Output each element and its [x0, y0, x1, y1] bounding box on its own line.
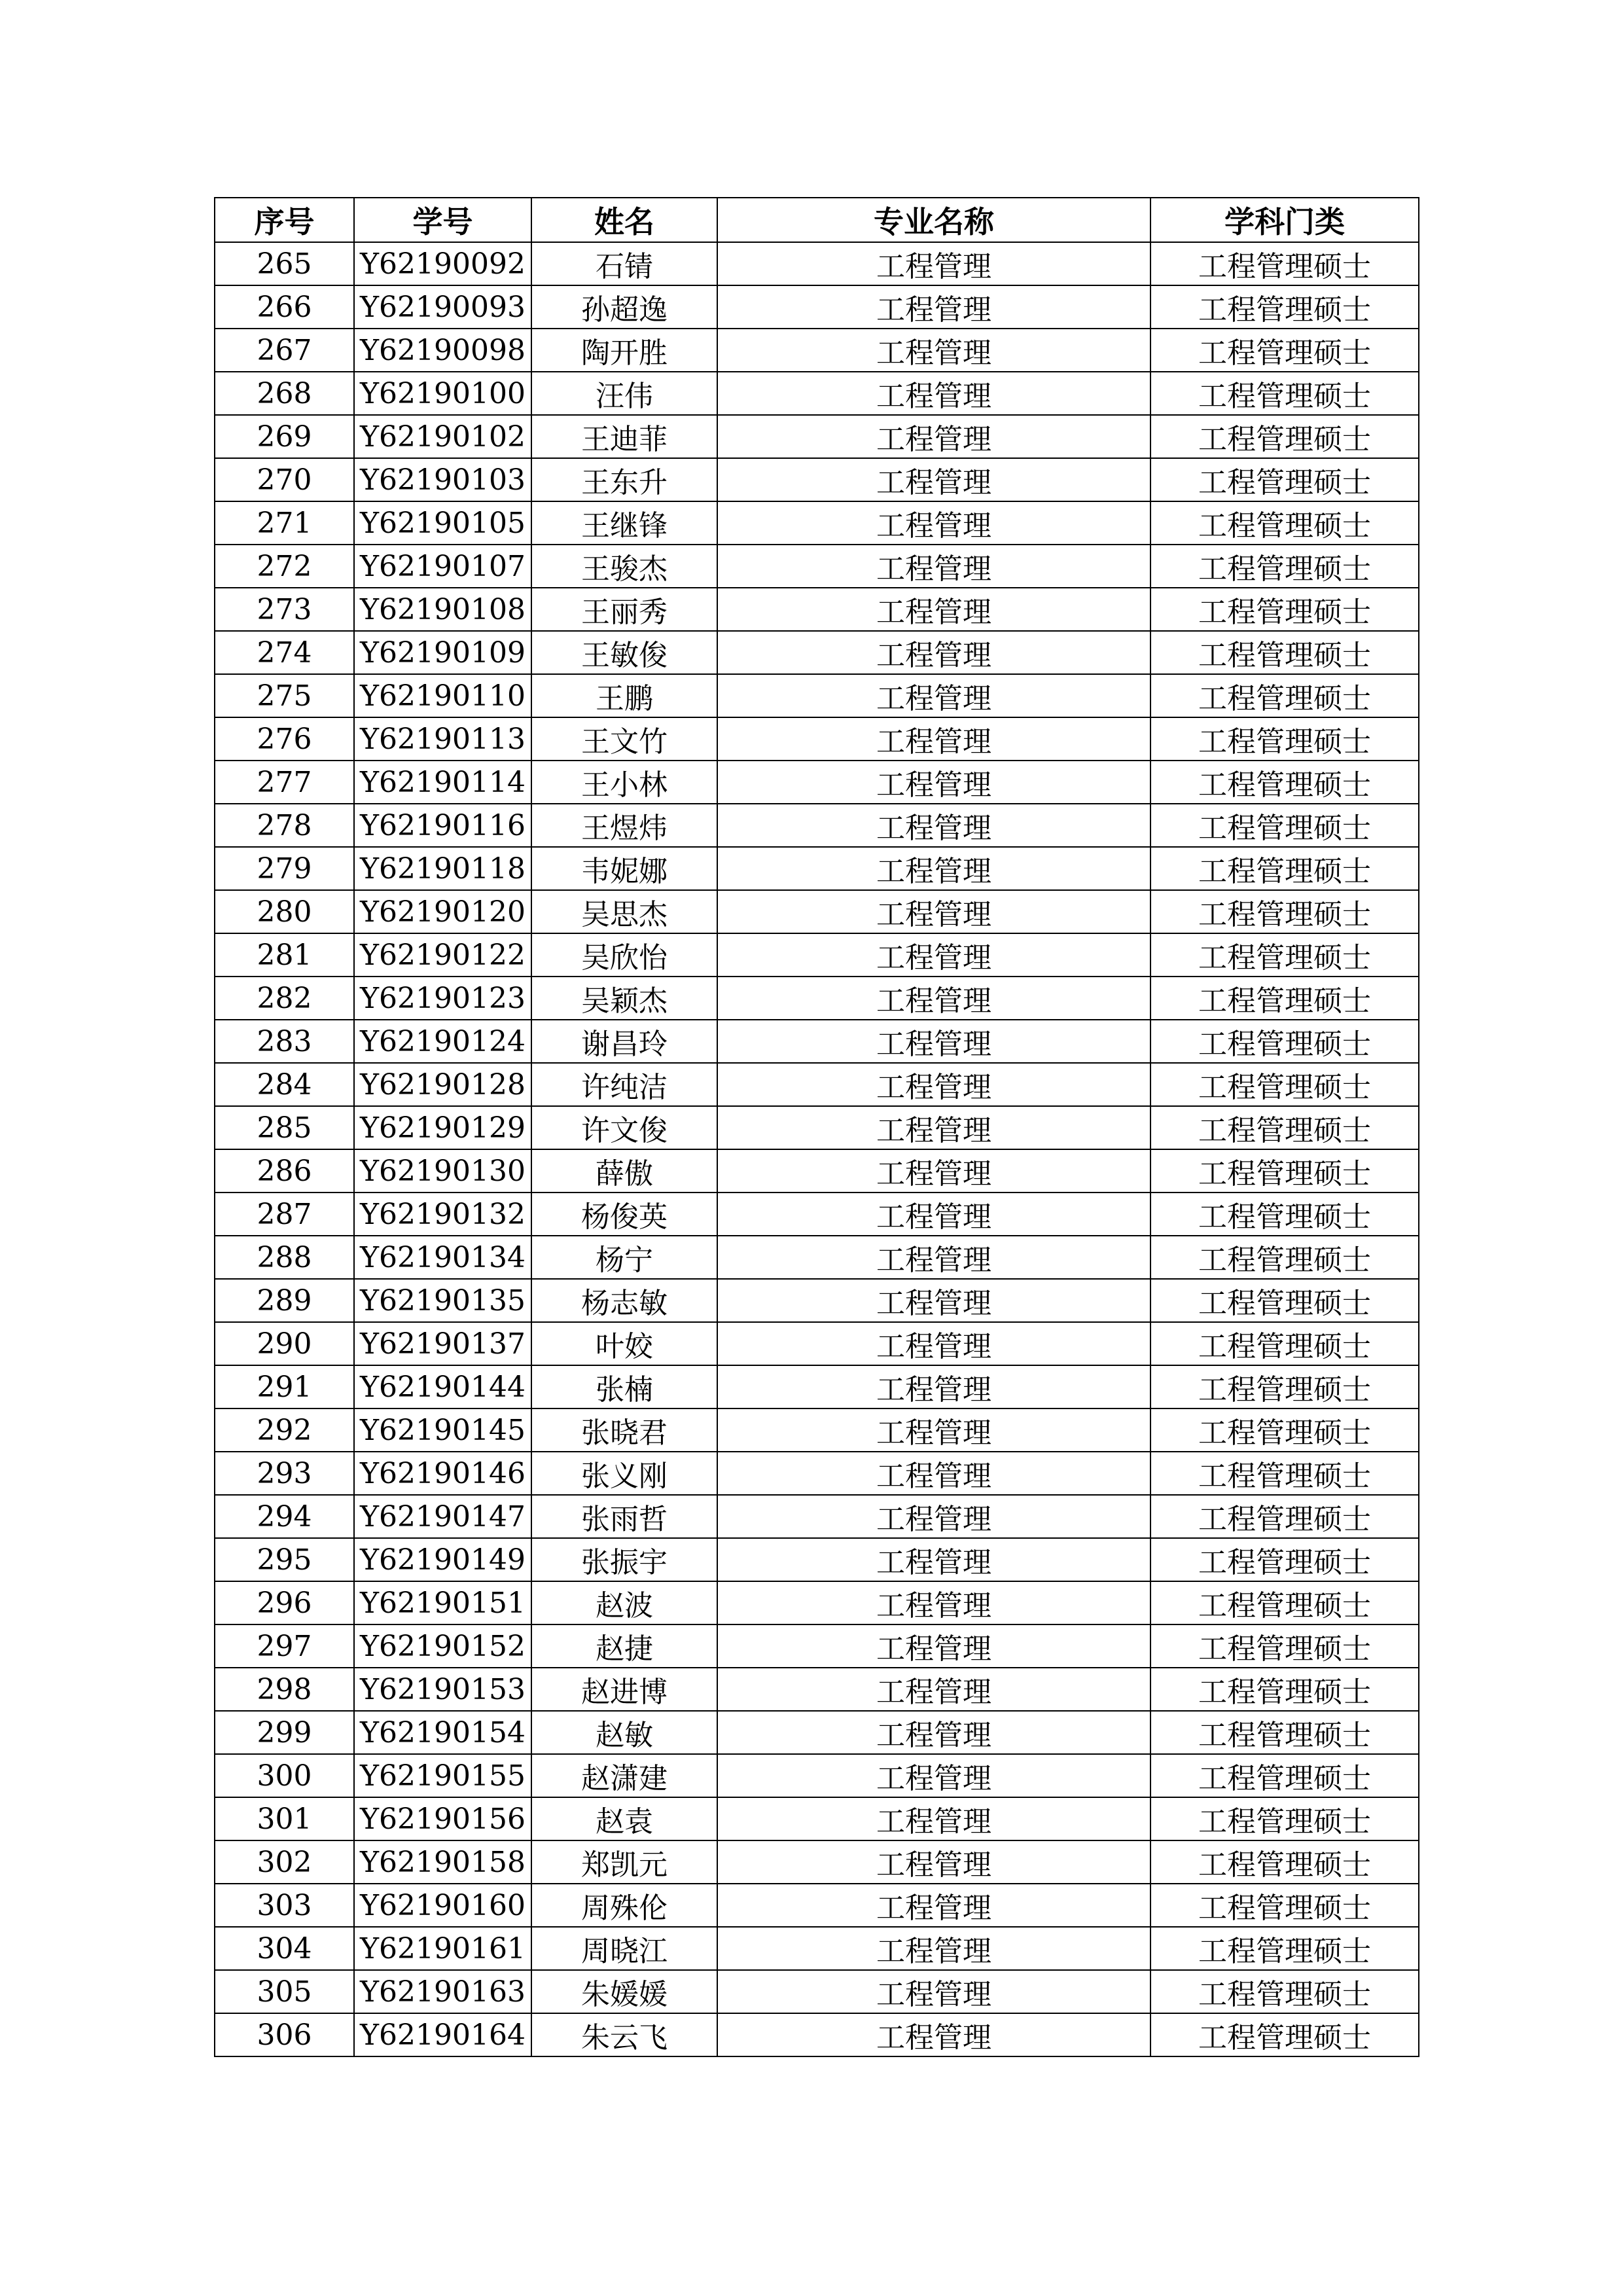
cell-name: 张振宇 [531, 1538, 717, 1581]
cell-student-id: Y62190124 [354, 1020, 531, 1063]
cell-name: 郑凯元 [531, 1840, 717, 1884]
cell-discipline: 工程管理硕士 [1150, 1668, 1419, 1711]
cell-major: 工程管理 [717, 1452, 1150, 1495]
cell-discipline: 工程管理硕士 [1150, 761, 1419, 804]
cell-index: 268 [215, 372, 354, 415]
cell-student-id: Y62190129 [354, 1106, 531, 1149]
cell-index: 293 [215, 1452, 354, 1495]
cell-major: 工程管理 [717, 1927, 1150, 1970]
cell-student-id: Y62190132 [354, 1193, 531, 1236]
table-row [215, 2013, 1419, 2056]
cell-student-id: Y62190109 [354, 631, 531, 674]
cell-student-id: Y62190098 [354, 329, 531, 372]
table-row [215, 242, 1419, 285]
table-row [215, 1063, 1419, 1106]
cell-name: 朱云飞 [531, 2013, 717, 2056]
cell-discipline: 工程管理硕士 [1150, 977, 1419, 1020]
cell-name: 赵袁 [531, 1797, 717, 1840]
cell-discipline: 工程管理硕士 [1150, 1452, 1419, 1495]
table-row [215, 1538, 1419, 1581]
cell-index: 270 [215, 458, 354, 501]
table-row [215, 1581, 1419, 1624]
table-row [215, 1365, 1419, 1408]
cell-discipline: 工程管理硕士 [1150, 631, 1419, 674]
table-row [215, 1236, 1419, 1279]
table-row [215, 1927, 1419, 1970]
table-row [215, 1970, 1419, 2013]
cell-index: 305 [215, 1970, 354, 2013]
cell-major: 工程管理 [717, 285, 1150, 329]
cell-student-id: Y62190108 [354, 588, 531, 631]
cell-discipline: 工程管理硕士 [1150, 545, 1419, 588]
cell-student-id: Y62190144 [354, 1365, 531, 1408]
cell-index: 306 [215, 2013, 354, 2056]
table-row [215, 1020, 1419, 1063]
cell-name: 杨俊英 [531, 1193, 717, 1236]
table-row [215, 1754, 1419, 1797]
cell-discipline: 工程管理硕士 [1150, 2013, 1419, 2056]
cell-major: 工程管理 [717, 1538, 1150, 1581]
cell-student-id: Y62190137 [354, 1322, 531, 1365]
cell-major: 工程管理 [717, 242, 1150, 285]
cell-name: 孙超逸 [531, 285, 717, 329]
cell-discipline: 工程管理硕士 [1150, 242, 1419, 285]
cell-name: 王骏杰 [531, 545, 717, 588]
cell-major: 工程管理 [717, 1970, 1150, 2013]
cell-discipline: 工程管理硕士 [1150, 1279, 1419, 1322]
cell-name: 谢昌玲 [531, 1020, 717, 1063]
cell-discipline: 工程管理硕士 [1150, 804, 1419, 847]
table-row [215, 329, 1419, 372]
cell-discipline: 工程管理硕士 [1150, 890, 1419, 933]
cell-discipline: 工程管理硕士 [1150, 1797, 1419, 1840]
cell-index: 284 [215, 1063, 354, 1106]
cell-discipline: 工程管理硕士 [1150, 1624, 1419, 1668]
table-row [215, 1408, 1419, 1452]
cell-student-id: Y62190122 [354, 933, 531, 977]
cell-student-id: Y62190110 [354, 674, 531, 717]
cell-index: 276 [215, 717, 354, 761]
cell-major: 工程管理 [717, 1754, 1150, 1797]
cell-student-id: Y62190102 [354, 415, 531, 458]
cell-major: 工程管理 [717, 1279, 1150, 1322]
cell-student-id: Y62190113 [354, 717, 531, 761]
cell-discipline: 工程管理硕士 [1150, 1408, 1419, 1452]
cell-name: 杨宁 [531, 1236, 717, 1279]
cell-student-id: Y62190103 [354, 458, 531, 501]
cell-index: 281 [215, 933, 354, 977]
cell-major: 工程管理 [717, 933, 1150, 977]
cell-index: 301 [215, 1797, 354, 1840]
table-row [215, 415, 1419, 458]
cell-student-id: Y62190093 [354, 285, 531, 329]
cell-major: 工程管理 [717, 545, 1150, 588]
cell-major: 工程管理 [717, 1236, 1150, 1279]
cell-name: 王继锋 [531, 501, 717, 545]
cell-discipline: 工程管理硕士 [1150, 458, 1419, 501]
cell-name: 王文竹 [531, 717, 717, 761]
cell-index: 289 [215, 1279, 354, 1322]
table-row [215, 1624, 1419, 1668]
cell-name: 王迪菲 [531, 415, 717, 458]
cell-name: 许文俊 [531, 1106, 717, 1149]
cell-index: 292 [215, 1408, 354, 1452]
cell-discipline: 工程管理硕士 [1150, 1236, 1419, 1279]
cell-student-id: Y62190116 [354, 804, 531, 847]
cell-index: 278 [215, 804, 354, 847]
cell-index: 304 [215, 1927, 354, 1970]
cell-discipline: 工程管理硕士 [1150, 1970, 1419, 2013]
cell-index: 269 [215, 415, 354, 458]
cell-name: 周晓江 [531, 1927, 717, 1970]
cell-index: 286 [215, 1149, 354, 1193]
cell-major: 工程管理 [717, 415, 1150, 458]
cell-discipline: 工程管理硕士 [1150, 1711, 1419, 1754]
cell-discipline: 工程管理硕士 [1150, 1020, 1419, 1063]
table-row [215, 1884, 1419, 1927]
cell-student-id: Y62190161 [354, 1927, 531, 1970]
cell-index: 295 [215, 1538, 354, 1581]
table-row [215, 847, 1419, 890]
cell-major: 工程管理 [717, 458, 1150, 501]
table-header-row [215, 198, 1419, 242]
cell-index: 287 [215, 1193, 354, 1236]
cell-index: 298 [215, 1668, 354, 1711]
table-row [215, 588, 1419, 631]
table-row [215, 372, 1419, 415]
cell-discipline: 工程管理硕士 [1150, 1884, 1419, 1927]
cell-major: 工程管理 [717, 588, 1150, 631]
cell-index: 303 [215, 1884, 354, 1927]
cell-index: 274 [215, 631, 354, 674]
cell-student-id: Y62190135 [354, 1279, 531, 1322]
cell-name: 王煜炜 [531, 804, 717, 847]
cell-student-id: Y62190154 [354, 1711, 531, 1754]
table-row [215, 674, 1419, 717]
cell-major: 工程管理 [717, 1193, 1150, 1236]
cell-discipline: 工程管理硕士 [1150, 1538, 1419, 1581]
cell-student-id: Y62190123 [354, 977, 531, 1020]
cell-major: 工程管理 [717, 804, 1150, 847]
cell-major: 工程管理 [717, 674, 1150, 717]
cell-student-id: Y62190120 [354, 890, 531, 933]
table-row [215, 977, 1419, 1020]
table-row [215, 1106, 1419, 1149]
cell-discipline: 工程管理硕士 [1150, 1840, 1419, 1884]
cell-name: 张雨哲 [531, 1495, 717, 1538]
cell-major: 工程管理 [717, 1624, 1150, 1668]
cell-student-id: Y62190092 [354, 242, 531, 285]
cell-student-id: Y62190164 [354, 2013, 531, 2056]
cell-student-id: Y62190114 [354, 761, 531, 804]
table-row [215, 1193, 1419, 1236]
cell-index: 273 [215, 588, 354, 631]
cell-major: 工程管理 [717, 2013, 1150, 2056]
cell-index: 302 [215, 1840, 354, 1884]
table-row [215, 804, 1419, 847]
cell-student-id: Y62190149 [354, 1538, 531, 1581]
cell-name: 赵波 [531, 1581, 717, 1624]
header-name: 姓名 [531, 198, 717, 242]
cell-index: 294 [215, 1495, 354, 1538]
cell-discipline: 工程管理硕士 [1150, 717, 1419, 761]
cell-name: 张晓君 [531, 1408, 717, 1452]
cell-index: 267 [215, 329, 354, 372]
cell-name: 朱媛媛 [531, 1970, 717, 2013]
cell-major: 工程管理 [717, 1884, 1150, 1927]
cell-name: 薛傲 [531, 1149, 717, 1193]
cell-major: 工程管理 [717, 717, 1150, 761]
cell-name: 赵潇建 [531, 1754, 717, 1797]
cell-index: 266 [215, 285, 354, 329]
table-body [215, 242, 1419, 2056]
cell-index: 282 [215, 977, 354, 1020]
cell-discipline: 工程管理硕士 [1150, 588, 1419, 631]
cell-name: 韦妮娜 [531, 847, 717, 890]
table-row [215, 1322, 1419, 1365]
cell-index: 296 [215, 1581, 354, 1624]
cell-major: 工程管理 [717, 329, 1150, 372]
cell-major: 工程管理 [717, 1797, 1150, 1840]
table-row [215, 1840, 1419, 1884]
cell-major: 工程管理 [717, 1495, 1150, 1538]
cell-discipline: 工程管理硕士 [1150, 1063, 1419, 1106]
table-row [215, 501, 1419, 545]
cell-discipline: 工程管理硕士 [1150, 1754, 1419, 1797]
cell-discipline: 工程管理硕士 [1150, 1581, 1419, 1624]
table-row [215, 1711, 1419, 1754]
cell-index: 280 [215, 890, 354, 933]
cell-major: 工程管理 [717, 1581, 1150, 1624]
cell-name: 吴欣怡 [531, 933, 717, 977]
table-row [215, 631, 1419, 674]
cell-student-id: Y62190105 [354, 501, 531, 545]
cell-major: 工程管理 [717, 1106, 1150, 1149]
cell-discipline: 工程管理硕士 [1150, 1193, 1419, 1236]
header-index: 序号 [215, 198, 354, 242]
header-discipline: 学科门类 [1150, 198, 1419, 242]
cell-major: 工程管理 [717, 1322, 1150, 1365]
cell-major: 工程管理 [717, 1668, 1150, 1711]
table-row [215, 717, 1419, 761]
cell-student-id: Y62190145 [354, 1408, 531, 1452]
cell-discipline: 工程管理硕士 [1150, 1106, 1419, 1149]
table-row [215, 933, 1419, 977]
cell-student-id: Y62190118 [354, 847, 531, 890]
cell-discipline: 工程管理硕士 [1150, 1495, 1419, 1538]
cell-student-id: Y62190158 [354, 1840, 531, 1884]
cell-major: 工程管理 [717, 1063, 1150, 1106]
cell-index: 272 [215, 545, 354, 588]
cell-student-id: Y62190160 [354, 1884, 531, 1927]
header-student-id: 学号 [354, 198, 531, 242]
cell-name: 赵捷 [531, 1624, 717, 1668]
cell-student-id: Y62190134 [354, 1236, 531, 1279]
cell-name: 张楠 [531, 1365, 717, 1408]
cell-major: 工程管理 [717, 890, 1150, 933]
cell-discipline: 工程管理硕士 [1150, 847, 1419, 890]
table-row [215, 458, 1419, 501]
cell-major: 工程管理 [717, 977, 1150, 1020]
cell-index: 288 [215, 1236, 354, 1279]
cell-student-id: Y62190156 [354, 1797, 531, 1840]
cell-index: 285 [215, 1106, 354, 1149]
cell-name: 杨志敏 [531, 1279, 717, 1322]
table-row [215, 1279, 1419, 1322]
cell-name: 赵敏 [531, 1711, 717, 1754]
cell-discipline: 工程管理硕士 [1150, 372, 1419, 415]
cell-index: 299 [215, 1711, 354, 1754]
cell-name: 王小林 [531, 761, 717, 804]
cell-major: 工程管理 [717, 1020, 1150, 1063]
table-row [215, 1452, 1419, 1495]
cell-index: 290 [215, 1322, 354, 1365]
cell-index: 265 [215, 242, 354, 285]
cell-student-id: Y62190155 [354, 1754, 531, 1797]
cell-major: 工程管理 [717, 1408, 1150, 1452]
table-row [215, 1495, 1419, 1538]
cell-discipline: 工程管理硕士 [1150, 1365, 1419, 1408]
student-roster-table [214, 197, 1419, 2057]
header-major: 专业名称 [717, 198, 1150, 242]
cell-name: 陶开胜 [531, 329, 717, 372]
cell-major: 工程管理 [717, 1840, 1150, 1884]
cell-discipline: 工程管理硕士 [1150, 674, 1419, 717]
table-row [215, 761, 1419, 804]
cell-name: 许纯洁 [531, 1063, 717, 1106]
cell-name: 吴颖杰 [531, 977, 717, 1020]
cell-student-id: Y62190163 [354, 1970, 531, 2013]
cell-discipline: 工程管理硕士 [1150, 415, 1419, 458]
cell-discipline: 工程管理硕士 [1150, 501, 1419, 545]
cell-major: 工程管理 [717, 1149, 1150, 1193]
cell-student-id: Y62190153 [354, 1668, 531, 1711]
cell-index: 279 [215, 847, 354, 890]
cell-discipline: 工程管理硕士 [1150, 285, 1419, 329]
cell-student-id: Y62190147 [354, 1495, 531, 1538]
cell-major: 工程管理 [717, 501, 1150, 545]
cell-major: 工程管理 [717, 761, 1150, 804]
cell-name: 王鹏 [531, 674, 717, 717]
cell-student-id: Y62190107 [354, 545, 531, 588]
cell-student-id: Y62190151 [354, 1581, 531, 1624]
cell-name: 赵进博 [531, 1668, 717, 1711]
cell-name: 王敏俊 [531, 631, 717, 674]
cell-name: 石锖 [531, 242, 717, 285]
cell-name: 叶姣 [531, 1322, 717, 1365]
cell-name: 吴思杰 [531, 890, 717, 933]
cell-index: 275 [215, 674, 354, 717]
cell-discipline: 工程管理硕士 [1150, 1149, 1419, 1193]
cell-index: 291 [215, 1365, 354, 1408]
cell-major: 工程管理 [717, 847, 1150, 890]
cell-name: 王东升 [531, 458, 717, 501]
table-row [215, 545, 1419, 588]
cell-student-id: Y62190128 [354, 1063, 531, 1106]
cell-index: 283 [215, 1020, 354, 1063]
cell-student-id: Y62190130 [354, 1149, 531, 1193]
cell-discipline: 工程管理硕士 [1150, 933, 1419, 977]
cell-major: 工程管理 [717, 1711, 1150, 1754]
cell-index: 271 [215, 501, 354, 545]
cell-student-id: Y62190100 [354, 372, 531, 415]
table-row [215, 1668, 1419, 1711]
cell-student-id: Y62190152 [354, 1624, 531, 1668]
cell-index: 297 [215, 1624, 354, 1668]
cell-name: 张义刚 [531, 1452, 717, 1495]
cell-major: 工程管理 [717, 631, 1150, 674]
cell-name: 王丽秀 [531, 588, 717, 631]
cell-index: 277 [215, 761, 354, 804]
cell-index: 300 [215, 1754, 354, 1797]
cell-major: 工程管理 [717, 372, 1150, 415]
cell-discipline: 工程管理硕士 [1150, 329, 1419, 372]
table-row [215, 890, 1419, 933]
cell-name: 周殊伦 [531, 1884, 717, 1927]
cell-student-id: Y62190146 [354, 1452, 531, 1495]
table-row [215, 1797, 1419, 1840]
cell-major: 工程管理 [717, 1365, 1150, 1408]
cell-discipline: 工程管理硕士 [1150, 1927, 1419, 1970]
table-row [215, 1149, 1419, 1193]
cell-discipline: 工程管理硕士 [1150, 1322, 1419, 1365]
cell-name: 汪伟 [531, 372, 717, 415]
table-row [215, 285, 1419, 329]
